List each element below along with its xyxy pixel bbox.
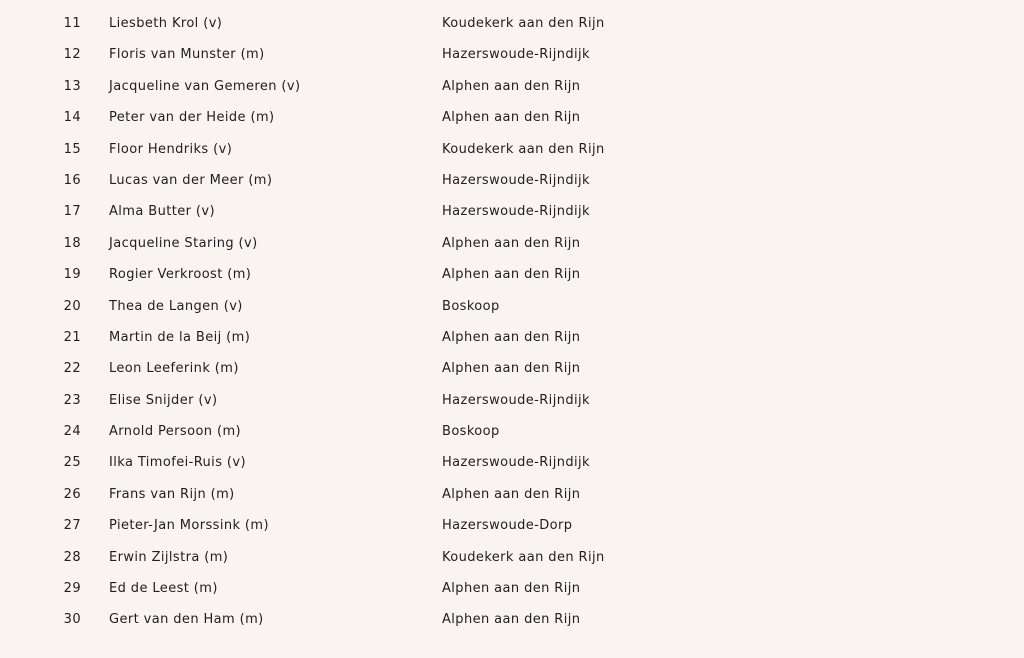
candidate-place: Hazerswoude-Rijndijk [442, 204, 590, 220]
candidate-number: 13 [63, 78, 81, 94]
list-item [0, 292, 1024, 323]
list-item [0, 511, 1024, 542]
candidate-place: Boskoop [442, 424, 500, 440]
candidate-number: 21 [63, 329, 81, 345]
candidate-name: Lucas van der Meer (m) [109, 172, 273, 188]
candidate-place: Alphen aan den Rijn [442, 612, 581, 628]
candidate-number: 14 [63, 110, 81, 126]
candidate-place: Alphen aan den Rijn [442, 329, 581, 345]
candidate-place: Hazerswoude-Rijndijk [442, 455, 590, 471]
candidate-name: Pieter-Jan Morssink (m) [109, 518, 269, 534]
candidate-name: Martin de la Beij (m) [109, 329, 251, 345]
list-item [0, 229, 1024, 260]
candidate-place: Boskoop [442, 298, 500, 314]
candidate-place: Hazerswoude-Dorp [442, 518, 573, 534]
candidate-place: Hazerswoude-Rijndijk [442, 47, 590, 63]
candidate-name: Peter van der Heide (m) [109, 110, 275, 126]
list-item [0, 40, 1024, 71]
list-item [0, 480, 1024, 511]
candidate-place: Alphen aan den Rijn [442, 267, 581, 283]
candidate-place: Alphen aan den Rijn [442, 486, 581, 502]
candidate-name: Ed de Leest (m) [109, 581, 218, 597]
candidate-number: 23 [63, 392, 81, 408]
list-item [0, 448, 1024, 479]
candidate-name: Liesbeth Krol (v) [109, 16, 223, 31]
candidate-name: Arnold Persoon (m) [109, 424, 241, 440]
list-item [0, 605, 1024, 636]
candidate-number: 11 [63, 16, 81, 31]
list-item [0, 386, 1024, 417]
candidate-number: 17 [63, 204, 81, 220]
candidate-place: Koudekerk aan den Rijn [442, 549, 605, 565]
candidate-place: Alphen aan den Rijn [442, 110, 581, 126]
candidate-name: Elise Snijder (v) [109, 392, 218, 408]
candidate-place: Alphen aan den Rijn [442, 361, 581, 377]
candidate-number: 12 [63, 47, 81, 63]
candidate-place: Koudekerk aan den Rijn [442, 16, 605, 31]
candidate-name: Leon Leeferink (m) [109, 361, 239, 377]
list-item [0, 72, 1024, 103]
list-item [0, 543, 1024, 574]
list-item [0, 260, 1024, 291]
candidate-place: Alphen aan den Rijn [442, 235, 581, 251]
candidate-number: 27 [63, 518, 81, 534]
candidate-number: 26 [63, 486, 81, 502]
candidate-number: 22 [63, 361, 81, 377]
candidate-name: Erwin Zijlstra (m) [109, 549, 229, 565]
candidate-name: Jacqueline van Gemeren (v) [109, 78, 301, 94]
candidate-number: 25 [63, 455, 81, 471]
list-item [0, 103, 1024, 134]
list-item [0, 354, 1024, 385]
list-item [0, 166, 1024, 197]
candidate-name: Gert van den Ham (m) [109, 612, 264, 628]
candidate-place: Koudekerk aan den Rijn [442, 141, 605, 157]
list-item [0, 9, 1024, 40]
candidate-number: 19 [63, 267, 81, 283]
list-item [0, 323, 1024, 354]
candidate-name: Floor Hendriks (v) [109, 141, 233, 157]
candidate-number: 24 [63, 424, 81, 440]
candidate-place: Hazerswoude-Rijndijk [442, 172, 590, 188]
candidate-name: Floris van Munster (m) [109, 47, 265, 63]
candidate-name: Ilka Timofei-Ruis (v) [109, 455, 246, 471]
candidate-number: 16 [63, 172, 81, 188]
list-item [0, 574, 1024, 605]
list-item [0, 197, 1024, 228]
candidate-name: Jacqueline Staring (v) [109, 235, 258, 251]
candidate-name: Frans van Rijn (m) [109, 486, 235, 502]
candidate-number: 30 [63, 612, 81, 628]
candidate-number: 28 [63, 549, 81, 565]
candidate-name: Alma Butter (v) [109, 204, 215, 220]
list-item [0, 417, 1024, 448]
candidate-name: Thea de Langen (v) [109, 298, 243, 314]
list-item [0, 135, 1024, 166]
candidate-number: 15 [63, 141, 81, 157]
candidate-place: Alphen aan den Rijn [442, 581, 581, 597]
candidate-list [0, 9, 1024, 637]
candidate-place: Alphen aan den Rijn [442, 78, 581, 94]
candidate-number: 18 [63, 235, 81, 251]
candidate-place: Hazerswoude-Rijndijk [442, 392, 590, 408]
candidate-number: 20 [63, 298, 81, 314]
candidate-name: Rogier Verkroost (m) [109, 267, 252, 283]
candidate-number: 29 [63, 581, 81, 597]
